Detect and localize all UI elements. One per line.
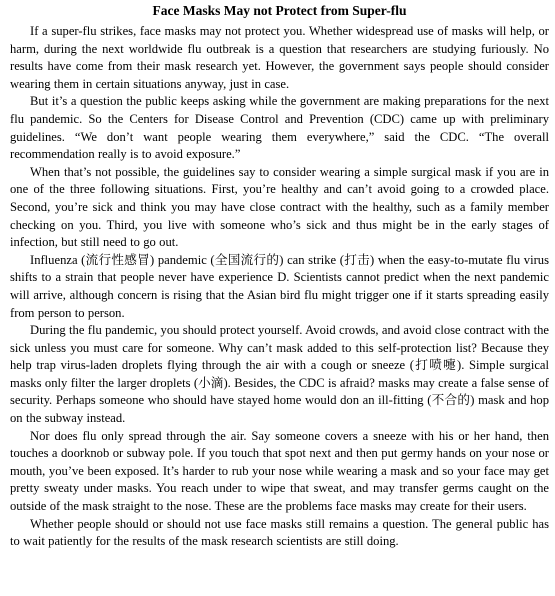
paragraph-5: During the flu pandemic, you should protect yourself. Avoid crowds, and avoid close contract with the sick unless you must care for someone. Why can’t mask added to this self-protection list? Because they help trap virus-laden droplets flying through the air with a cough or sneeze (打喷嚏). Simple surgical masks only filter the larger droplets (小滴). Besides, the CDC is afraid? masks may create a false sense of security. Perhaps someone who should have stayed home would don an ill-fitting (不合的) mask and hop on the subway instead. bbox=[10, 323, 549, 426]
paragraph-7: Whether people should or should not use face masks still remains a question. The general public has to wait patiently for the results of the mask research scientists are still doing. bbox=[10, 516, 549, 549]
paragraph-6: Nor does flu only spread through the air. Say someone covers a sneeze with his or her hand, then touches a doorknob or subway pole. If you touch that spot next and then put germy hands on your nose or mouth, you’ve been exposed. It’s harder to rub your nose while wearing a mask and so your face may get pretty sweaty under masks. You reach under to wipe that sweat, and may transfer germs caught on the outside of the mask straight to the nose. These are the problems face masks may create for their users. bbox=[10, 428, 549, 514]
paragraph-1: If a super-flu strikes, face masks may not protect you. Whether widespread use of masks will help, or harm, during the next worldwide flu outbreak is a question that researchers are studying furiously. No results have come from their mask research yet. However, the government says people should consider wearing them in certain situations anyway, just in case. bbox=[10, 24, 549, 91]
paragraph-4: Influenza (流行性感冒) pandemic (全国流行的) can strike (打击) when the easy-to-mutate flu virus shifts to a strain that people never have experience D. Scientists cannot predict when the next pandemic will arrive, although concern is rising that the Asian bird flu might trigger one if it starts spreading easily from person to person. bbox=[10, 252, 549, 320]
document-title: Face Masks May not Protect from Super-flu bbox=[152, 3, 407, 18]
paragraph-2: But it’s a question the public keeps asking while the government are making preparations for the next flu pandemic. So the Centers for Disease Control and Prevention (CDC) came up with preliminary guidelines. “We don’t want people wearing them everywhere,” said the CDC. “The overall recommendation really is to avoid exposure.” bbox=[10, 94, 549, 162]
paragraph-3: When that’s not possible, the guidelines say to consider wearing a simple surgical mask if you are in one of the three following situations. First, you’re healthy and can’t avoid going to a crowded place. Second, you’re sick and think you may have close contract with the healthy, such as a family member checking on you. Third, you live with someone who’s sick and thus might be in the early stages of infection, but still need to go out. bbox=[10, 164, 549, 250]
